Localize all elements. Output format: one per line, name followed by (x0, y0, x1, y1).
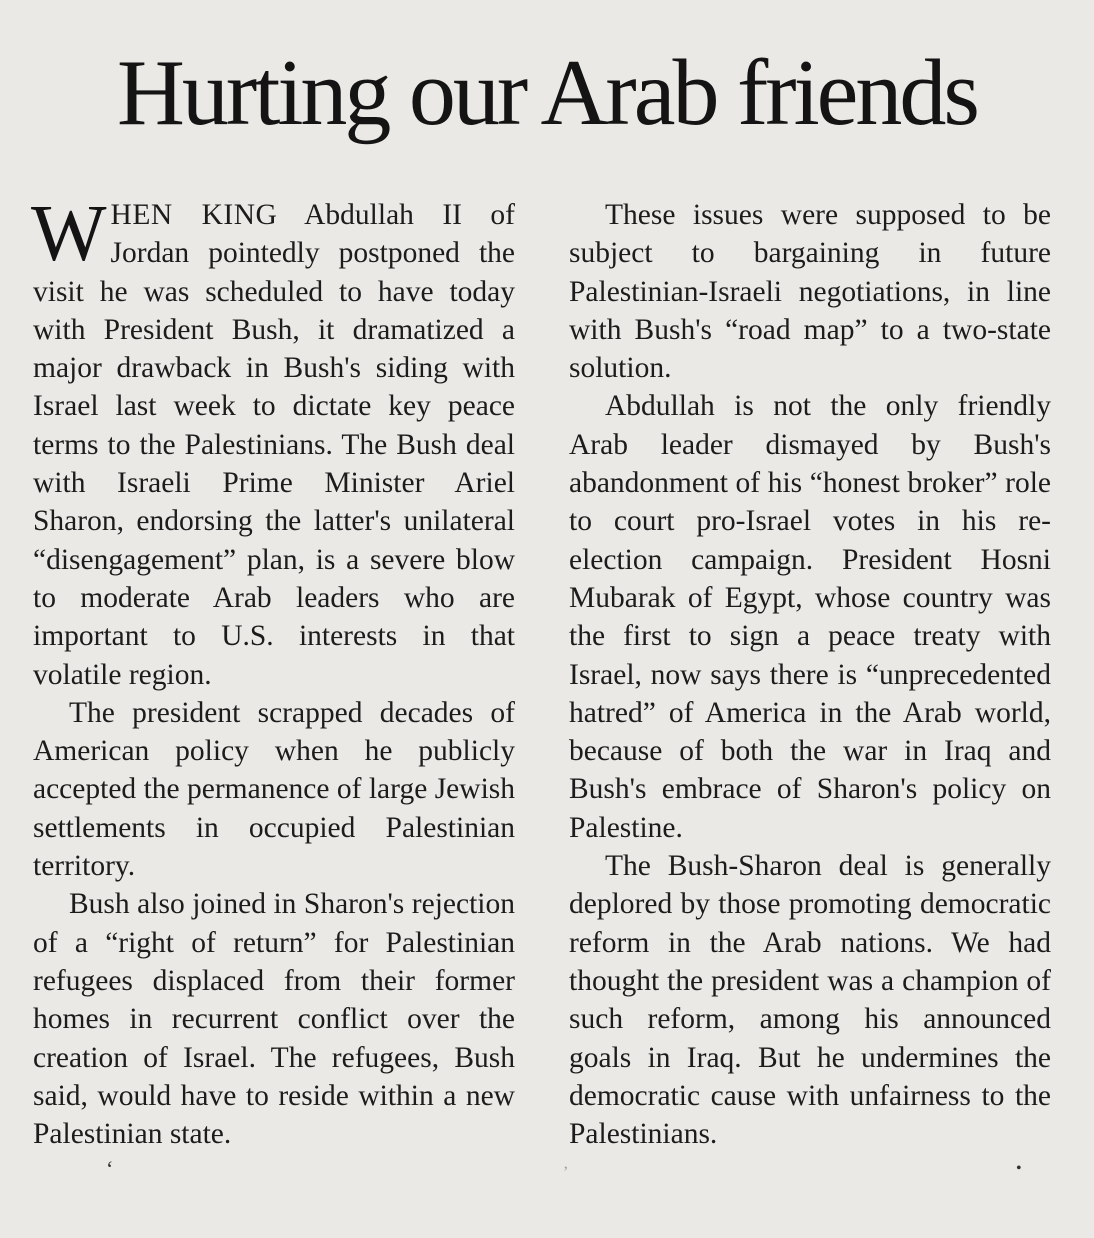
print-mark-right: • (1016, 1160, 1022, 1177)
article-paragraph-3: Bush also joined in Sharon's rejection of a “right of return” for Palestinian refugees displaced from their former homes in recurrent conflict over the creation of Israel. The refugees, Bush said, would have to reside within a new Palestinian state. (33, 888, 515, 1151)
headline: Hurting our Arab friends (117, 41, 977, 145)
article-paragraph-2: The president scrapped decades of American policy when he publicly accepted the permanence of large Jewish settlements in occupied Palestinian territory. (33, 696, 515, 883)
article-paragraph-6: The Bush-Sharon deal is generally deplored by those promoting democratic reform in the Arab nations. We had thought the president was a champion of such reform, among his announced goals in Iraq. But he undermines the democratic cause with unfairness to the Palestinians. (569, 850, 1051, 1151)
print-mark-left: ʻ (106, 1156, 114, 1181)
article-paragraph-5: Abdullah is not the only friendly Arab leader dismayed by Bush's abandonment of his “honest broker” role to court pro-Israel votes in his re-election campaign. President Hosni Mubarak of Egypt, whose country was the first to sign a peace treaty with Israel, now says there is “unprecedented hatred” of America in the Arab world, because of both the war in Iraq and Bush's embrace of Sharon's policy on Palestine. (569, 390, 1051, 844)
lead-in-caps: HEN KING (110, 199, 278, 231)
article-column-left (31, 190, 515, 1153)
article-paragraph-1 (31, 190, 515, 694)
drop-cap: W (31, 190, 107, 278)
article-column-right (569, 196, 1051, 1153)
paragraph-1-text: Abdullah II of Jordan pointedly postponed the visit he was scheduled to have today with President Bush, it dramatized a major drawback in Bush's siding with Israel last week to dictate key peace terms to the Palestinians. The Bush deal with Israeli Prime Minister Ariel Sharon, endorsing the latter's unilateral “disengagement” plan, is a severe blow to moderate Arab leaders who are important to U.S. interests in that volatile region. (33, 199, 515, 691)
print-mark-middle: ʼ (563, 1164, 569, 1181)
article-paragraph-4: These issues were supposed to be subject to bargaining in future Palestinian-Israeli negotiations, in line with Bush's “road map” to a two-state solution. (569, 199, 1051, 385)
